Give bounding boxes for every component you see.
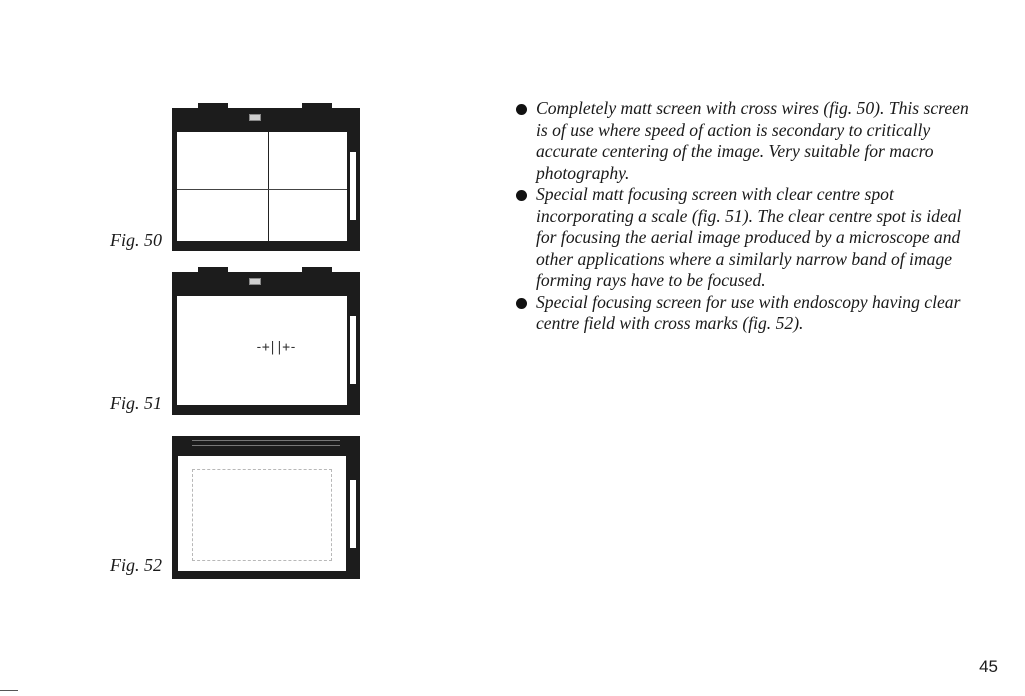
screen-surface — [177, 132, 347, 241]
figure-label: Fig. 50 — [110, 230, 162, 250]
bullet-icon — [516, 298, 527, 309]
screen-tab — [198, 267, 228, 273]
corner-mark — [0, 690, 18, 691]
screen-clip — [249, 278, 261, 285]
screen-notch — [350, 152, 356, 220]
bullet-text: Special focusing screen for use with endoscopy having clear centre field with cross marks (fig. 52). — [536, 291, 961, 333]
focusing-screen-cross-wires — [172, 108, 360, 251]
list-item — [514, 292, 984, 335]
figure-51 — [110, 267, 370, 417]
centre-spot-scale-icon: -+||+- — [255, 340, 296, 355]
screen-clip — [249, 114, 261, 121]
screen-tab — [302, 267, 332, 273]
bullet-text: Completely matt screen with cross wires (fig. 50). This screen is of use where speed of action is secondary to critically accurate centering of the image. Very suitable for macro photography. — [536, 98, 969, 183]
screen-notch — [350, 316, 356, 384]
bullet-icon — [516, 104, 527, 115]
cross-wire-horizontal — [177, 189, 347, 190]
figure-label: Fig. 51 — [110, 393, 162, 413]
figure-label: Fig. 52 — [110, 555, 162, 575]
bullet-text: Special matt focusing screen with clear centre spot incorporating a scale (fig. 51). The clear centre spot is ideal for focusing the aerial image produced by a microscope and other applications where a similarly narrow band of image forming rays have to be focused. — [536, 184, 962, 290]
bullet-icon — [516, 190, 527, 201]
cross-wire-vertical — [268, 132, 269, 241]
screen-surface — [178, 456, 346, 571]
figure-50 — [110, 103, 370, 253]
screen-tab — [302, 103, 332, 109]
clear-centre-field — [192, 469, 332, 561]
figure-52 — [110, 433, 370, 583]
screen-tab — [198, 103, 228, 109]
list-item — [514, 184, 984, 292]
list-item — [514, 98, 984, 184]
focusing-screen-centre-spot — [172, 272, 360, 415]
page-number: 45 — [979, 657, 998, 676]
screen-rim — [192, 440, 340, 446]
screen-description-list — [514, 98, 984, 335]
focusing-screen-clear-field — [172, 436, 360, 579]
screen-notch — [350, 480, 356, 548]
screen-surface — [177, 296, 347, 405]
